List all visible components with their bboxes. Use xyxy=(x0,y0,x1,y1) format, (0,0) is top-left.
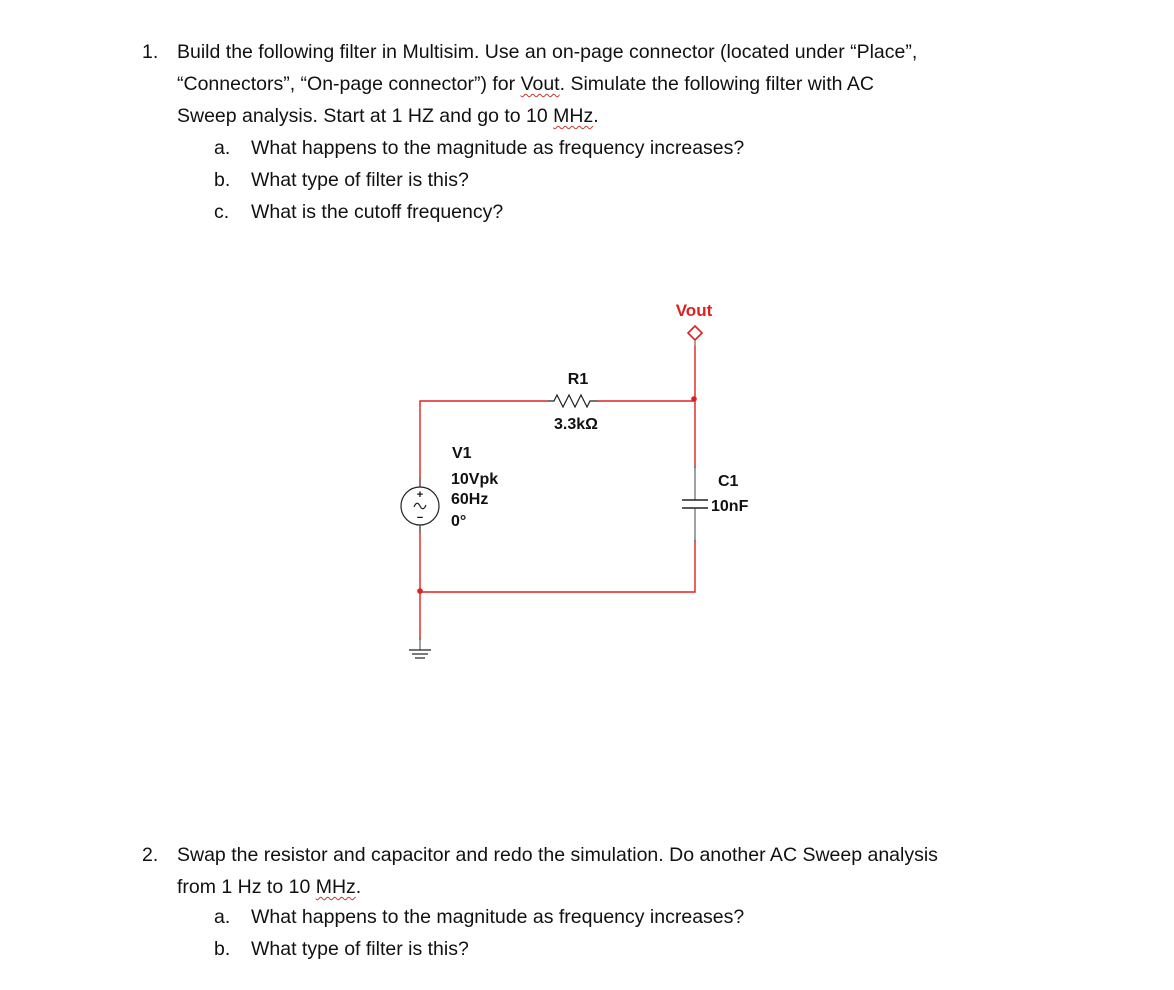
ac-source-v1[interactable] xyxy=(401,445,498,533)
spellcheck-word-mhz: MHz xyxy=(553,105,594,127)
question-2b-label: b. xyxy=(214,938,231,960)
c1-value: 10nF xyxy=(711,498,749,515)
question-1b-label: b. xyxy=(214,169,231,191)
question-2b-text: What type of filter is this? xyxy=(251,938,469,960)
spellcheck-word-mhz-2: MHz xyxy=(315,876,356,898)
c1-name: C1 xyxy=(718,473,739,490)
question-2a-text: What happens to the magnitude as frequency increases? xyxy=(251,906,745,928)
question-1c-label: c. xyxy=(214,201,230,223)
on-page-connector-icon[interactable] xyxy=(688,326,702,340)
question-1-number: 1. xyxy=(142,41,159,63)
r1-name: R1 xyxy=(567,371,589,388)
v1-minus-sign: − xyxy=(416,512,424,524)
spellcheck-word-vout: Vout xyxy=(520,73,560,95)
wire-bottom xyxy=(420,525,695,592)
ground-icon[interactable] xyxy=(409,638,431,658)
resistor-zigzag-icon xyxy=(548,395,598,407)
v1-amplitude: 10Vpk xyxy=(451,471,499,488)
junction-dot-top xyxy=(691,396,697,402)
capacitor-c1[interactable] xyxy=(682,466,749,542)
resistor-r1[interactable] xyxy=(548,371,598,433)
question-1-line-1: Build the following filter in Multisim. Use an on-page connector (located under “Place”, xyxy=(177,41,918,63)
v1-phase: 0° xyxy=(451,513,467,530)
question-2-line-2: from 1 Hz to 10 MHz. xyxy=(177,876,362,898)
circuit-wires xyxy=(420,340,695,640)
v1-plus-sign: + xyxy=(416,489,424,501)
question-1-line-2: “Connectors”, “On-page connector”) for Vout. Simulate the following filter with AC xyxy=(177,73,874,95)
question-2a-label: a. xyxy=(214,906,231,928)
question-1a-label: a. xyxy=(214,137,231,159)
v1-name: V1 xyxy=(452,445,472,462)
question-1b-text: What type of filter is this? xyxy=(251,169,469,191)
v1-frequency: 60Hz xyxy=(451,491,489,508)
question-1a-text: What happens to the magnitude as frequency increases? xyxy=(251,137,745,159)
r1-value: 3.3kΩ xyxy=(554,416,598,433)
junction-dot-bottom xyxy=(417,588,423,594)
question-2-line-1: Swap the resistor and capacitor and redo the simulation. Do another AC Sweep analysis xyxy=(177,844,938,866)
question-1-line-3: Sweep analysis. Start at 1 HZ and go to 10 MHz. xyxy=(177,105,599,127)
question-2-number: 2. xyxy=(142,844,159,866)
vout-label: Vout xyxy=(675,301,713,320)
question-1c-text: What is the cutoff frequency? xyxy=(251,201,504,223)
